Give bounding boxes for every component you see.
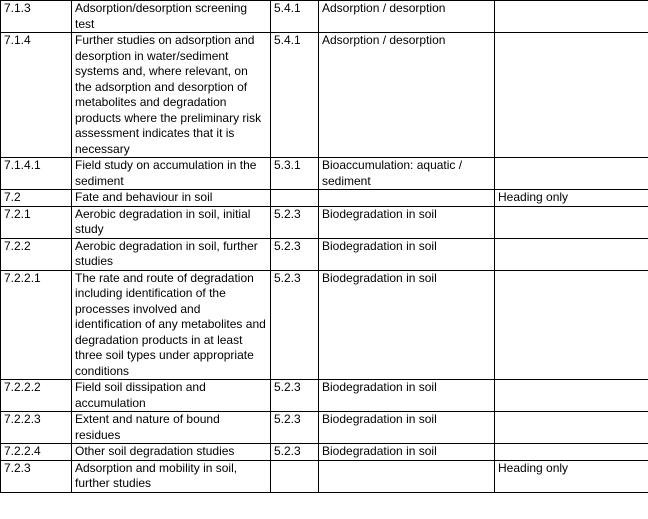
reference-cell: 5.2.3 [271,270,319,380]
section-code-cell: 7.2.2.2 [1,380,72,412]
description-cell: Fate and behaviour in soil [72,190,271,207]
category-cell: Adsorption / desorption [319,1,495,33]
section-code-cell: 7.1.3 [1,1,72,33]
description-cell: Adsorption and mobility in soil, further studies [72,460,271,492]
category-cell: Biodegradation in soil [319,444,495,461]
description-cell: Aerobic degradation in soil, initial study [72,206,271,238]
note-cell: Heading only [495,190,648,207]
reference-cell: 5.2.3 [271,238,319,270]
table-row [1,1,648,33]
table-row [1,380,648,412]
description-cell: The rate and route of degradation including identification of the processes involved and identification of any metabolites and degradation products in at least three soil types under appropriate conditions [72,270,271,380]
table-row [1,206,648,238]
note-cell [495,206,648,238]
section-code-cell: 7.2.2.1 [1,270,72,380]
reference-cell [271,190,319,207]
reference-cell: 5.4.1 [271,33,319,158]
table-row [1,158,648,190]
note-cell [495,412,648,444]
category-cell [319,460,495,492]
category-cell: Bioaccumulation: aquatic / sediment [319,158,495,190]
category-cell: Adsorption / desorption [319,33,495,158]
table-row [1,412,648,444]
note-cell [495,158,648,190]
table-row [1,270,648,380]
description-cell: Other soil degradation studies [72,444,271,461]
table-row [1,444,648,461]
note-cell [495,1,648,33]
table-row [1,190,648,207]
section-code-cell: 7.2.2 [1,238,72,270]
section-code-cell: 7.2 [1,190,72,207]
section-code-cell: 7.1.4.1 [1,158,72,190]
description-cell: Field study on accumulation in the sediment [72,158,271,190]
note-cell [495,380,648,412]
note-cell [495,444,648,461]
section-code-cell: 7.2.1 [1,206,72,238]
note-cell [495,270,648,380]
reference-cell: 5.3.1 [271,158,319,190]
description-cell: Adsorption/desorption screening test [72,1,271,33]
description-cell: Extent and nature of bound residues [72,412,271,444]
section-code-cell: 7.2.3 [1,460,72,492]
description-cell: Aerobic degradation in soil, further studies [72,238,271,270]
category-cell: Biodegradation in soil [319,270,495,380]
reference-cell [271,460,319,492]
category-cell [319,190,495,207]
category-cell: Biodegradation in soil [319,206,495,238]
note-cell: Heading only [495,460,648,492]
section-code-cell: 7.2.2.4 [1,444,72,461]
note-cell [495,33,648,158]
reference-cell: 5.2.3 [271,412,319,444]
reference-cell: 5.2.3 [271,380,319,412]
category-cell: Biodegradation in soil [319,412,495,444]
reference-cell: 5.2.3 [271,206,319,238]
category-cell: Biodegradation in soil [319,380,495,412]
table-row [1,460,648,492]
requirements-table-body [1,1,648,493]
table-row [1,238,648,270]
note-cell [495,238,648,270]
reference-cell: 5.4.1 [271,1,319,33]
section-code-cell: 7.1.4 [1,33,72,158]
description-cell: Further studies on adsorption and desorption in water/sediment systems and, where relevant, on the adsorption and desorption of metabolites and degradation products where the preliminary risk assessment indicates that it is necessary [72,33,271,158]
section-code-cell: 7.2.2.3 [1,412,72,444]
category-cell: Biodegradation in soil [319,238,495,270]
description-cell: Field soil dissipation and accumulation [72,380,271,412]
reference-cell: 5.2.3 [271,444,319,461]
table-row [1,33,648,158]
